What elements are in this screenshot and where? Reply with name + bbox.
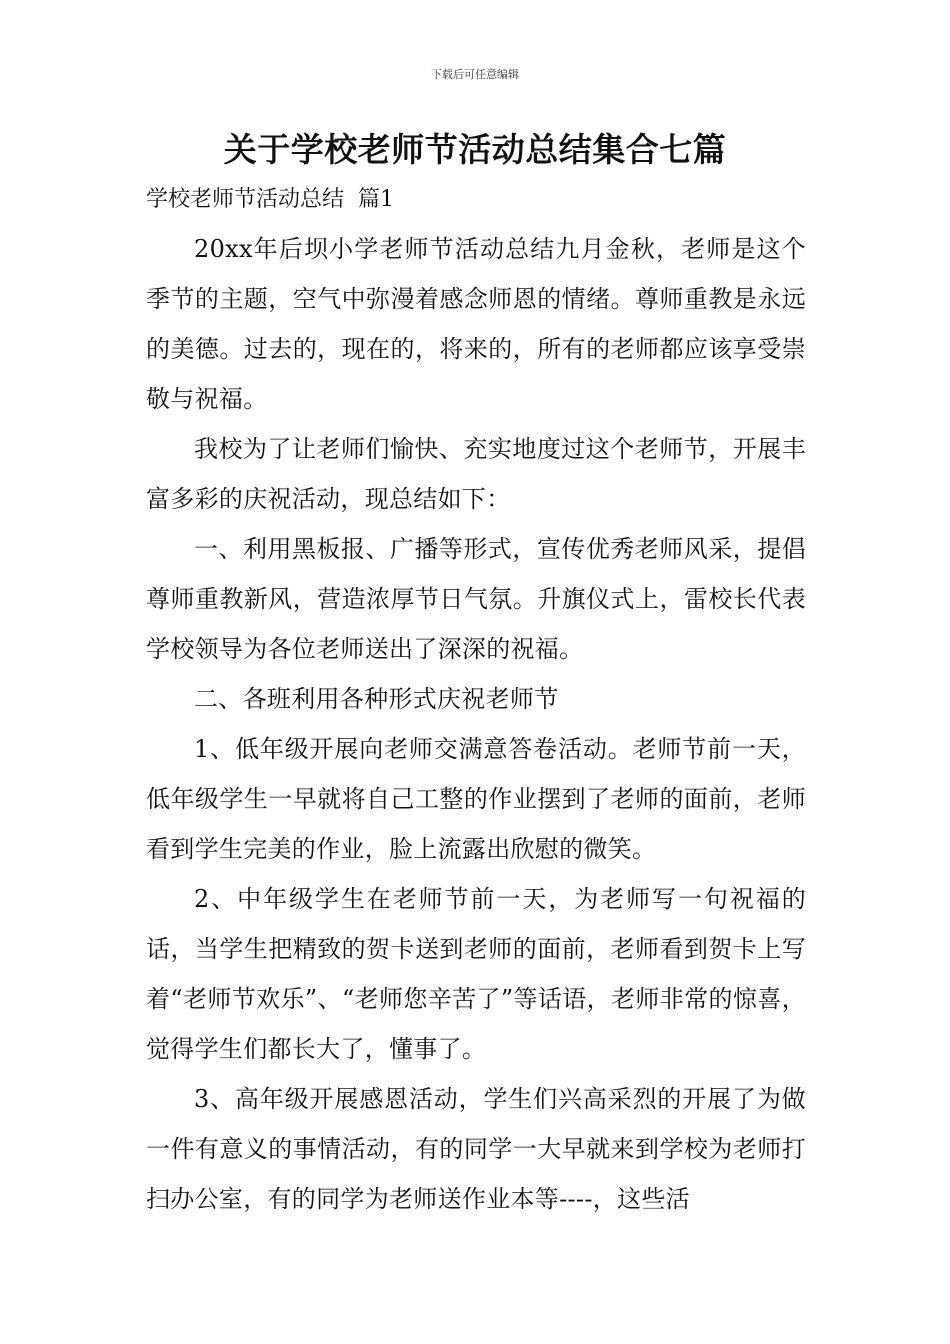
body-text [146,224,806,1224]
document-title: 关于学校老师节活动总结集合七篇 [223,130,727,169]
section-subtitle: 学校老师节活动总结 篇1 [146,187,394,212]
paragraph-7: 3、高年级开展感恩活动，学生们兴高采烈的开展了为做一件有意义的事情活动，有的同学一大早就来到学校为老师打扫办公室，有的同学为老师送作业本等----，这些活 [146,1085,806,1213]
paragraph-3: 一、利用黑板报、广播等形式，宣传优秀老师风采，提倡尊师重教新风，营造浓厚节日气氛。升旗仪式上，雷校长代表学校领导为各位老师送出了深深的祝福。 [146,535,806,663]
paragraph-1: 20xx年后坝小学老师节活动总结九月金秋，老师是这个季节的主题，空气中弥漫着感念师恩的情绪。尊师重教是永远的美德。过去的，现在的，将来的，所有的老师都应该享受崇敬与祝福。 [146,235,806,413]
paragraph-6: 2、中年级学生在老师节前一天，为老师写一句祝福的话，当学生把精致的贺卡送到老师的面前，老师看到贺卡上写着“老师节欢乐”、“老师您辛苦了”等话语，老师非常的惊喜，觉得学生们都长大了，懂事了。 [146,885,806,1063]
paragraph-5: 1、低年级开展向老师交满意答卷活动。老师节前一天，低年级学生一早就将自己工整的作业摆到了老师的面前，老师看到学生完美的作业，脸上流露出欣慰的微笑。 [146,735,806,863]
header-note: 下载后可任意编辑 [431,68,519,81]
paragraph-4: 二、各班利用各种形式庆祝老师节 [194,685,559,713]
paragraph-2: 我校为了让老师们愉快、充实地度过这个老师节，开展丰富多彩的庆祝活动，现总结如下： [146,435,806,513]
